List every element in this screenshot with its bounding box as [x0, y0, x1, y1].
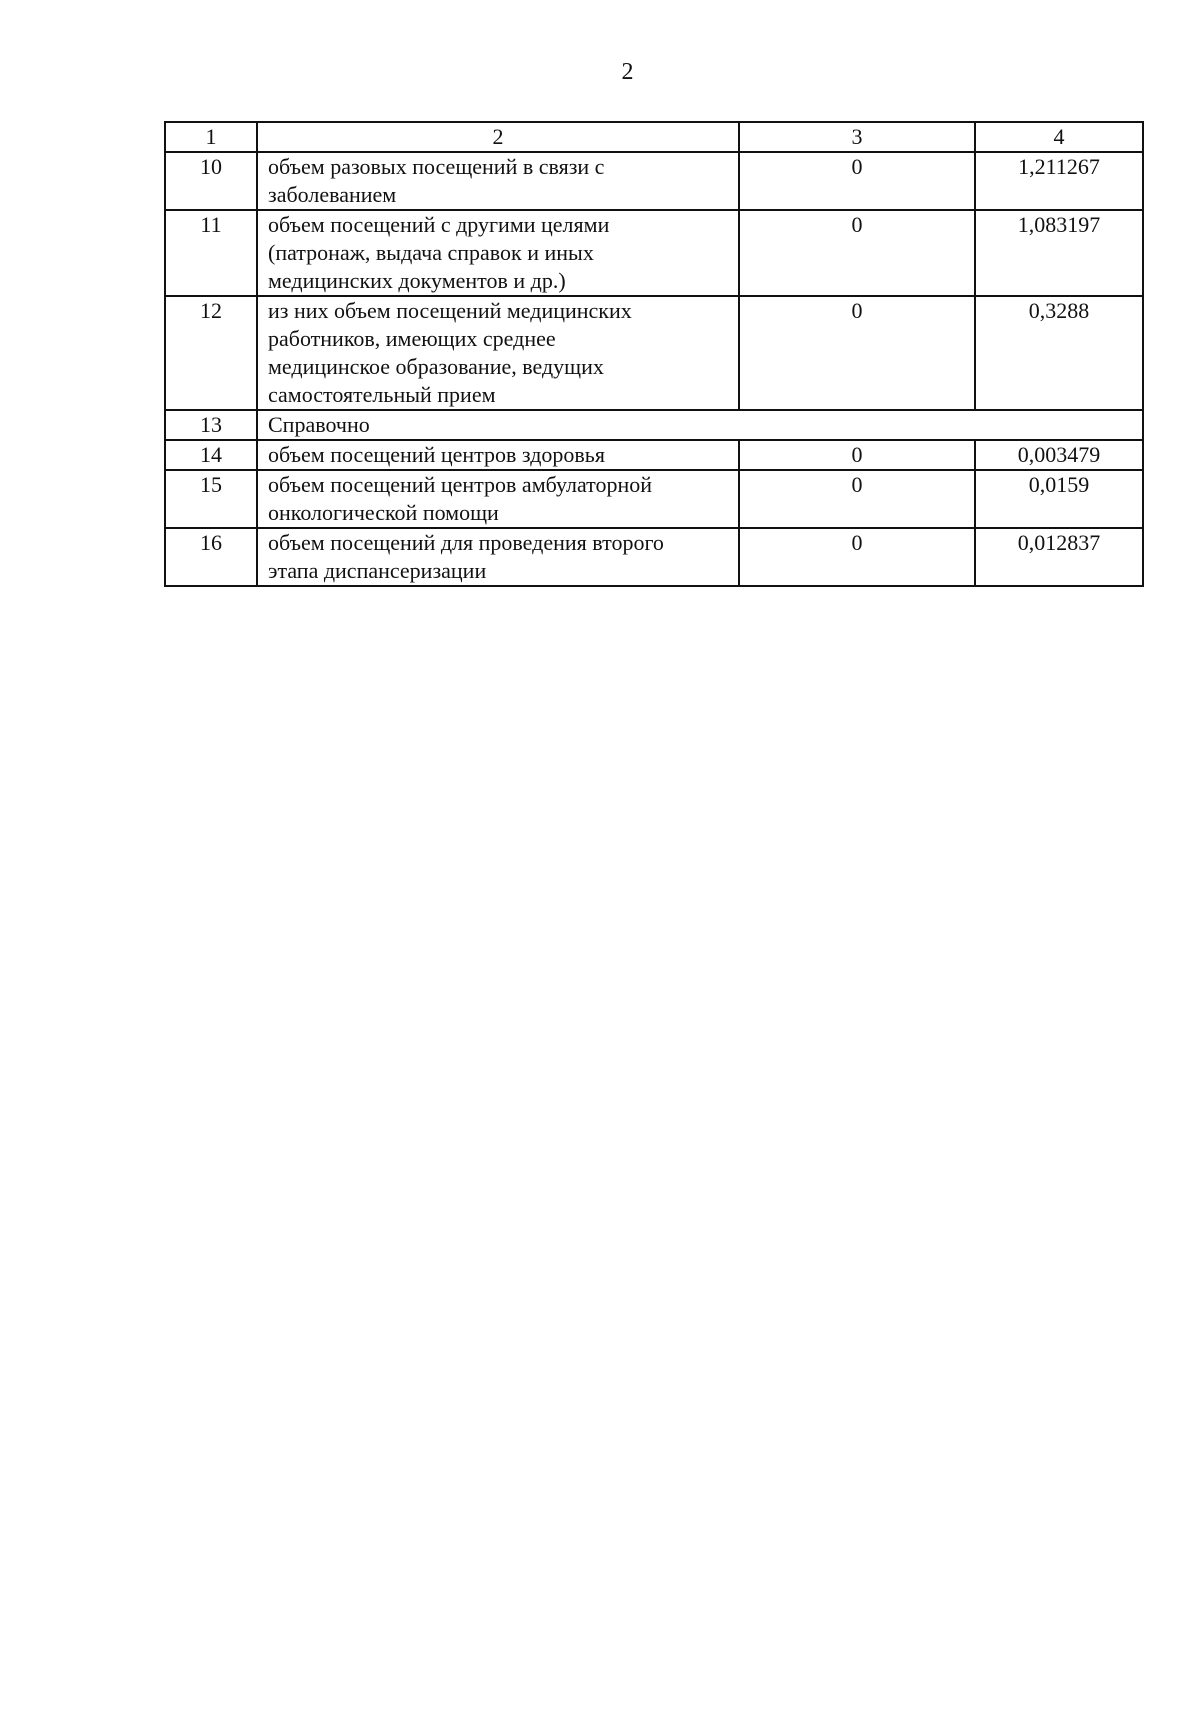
table-row — [165, 440, 1143, 470]
table-row — [165, 296, 1143, 410]
description-line: медицинских документов и др.) — [268, 268, 566, 293]
header-cell-2: 2 — [257, 122, 739, 152]
row-description-cell — [257, 440, 739, 470]
table-row — [165, 210, 1143, 296]
row-description-cell — [257, 470, 739, 528]
description-line: самостоятельный прием — [268, 382, 496, 407]
row-description-cell — [257, 296, 739, 410]
table-header-row — [165, 122, 1143, 152]
row-col4-value: 1,083197 — [975, 210, 1143, 296]
row-col3-value: 0 — [739, 152, 975, 210]
row-col3-value: 0 — [739, 440, 975, 470]
description-line: онкологической помощи — [268, 500, 499, 525]
data-table — [164, 121, 1144, 587]
description-line: из них объем посещений медицинских — [268, 298, 632, 323]
page-number: 2 — [621, 59, 634, 85]
table-row — [165, 528, 1143, 586]
row-description-cell — [257, 528, 739, 586]
row-col4-value: 0,003479 — [975, 440, 1143, 470]
row-col3-value: 0 — [739, 528, 975, 586]
description-line: объем посещений с другими целями — [268, 212, 610, 237]
row-number-cell: 10 — [165, 152, 257, 210]
description-line: этапа диспансеризации — [268, 558, 487, 583]
table-row — [165, 152, 1143, 210]
description-line: медицинское образование, ведущих — [268, 354, 604, 379]
row-number-cell: 11 — [165, 210, 257, 296]
row-col3-value: 0 — [739, 210, 975, 296]
header-cell-3: 3 — [739, 122, 975, 152]
header-cell-1: 1 — [165, 122, 257, 152]
description-line: (патронаж, выдача справок и иных — [268, 240, 594, 265]
description-line: заболеванием — [268, 182, 397, 207]
row-number-cell: 14 — [165, 440, 257, 470]
row-number-cell: 15 — [165, 470, 257, 528]
description-line: объем посещений для проведения второго — [268, 530, 664, 555]
table-body — [165, 122, 1143, 586]
row-number-cell: 12 — [165, 296, 257, 410]
table-row — [165, 470, 1143, 528]
description-line: Справочно — [268, 412, 370, 437]
row-col4-value: 1,211267 — [975, 152, 1143, 210]
row-col3-value: 0 — [739, 296, 975, 410]
description-line: объем посещений центров амбулаторной — [268, 472, 653, 497]
description-line: объем посещений центров здоровья — [268, 442, 605, 467]
row-number-cell: 13 — [165, 410, 257, 440]
row-col4-value: 0,012837 — [975, 528, 1143, 586]
header-cell-4: 4 — [975, 122, 1143, 152]
row-col3-value: 0 — [739, 470, 975, 528]
row-description-cell — [257, 410, 1143, 440]
row-description-cell — [257, 210, 739, 296]
description-line: работников, имеющих среднее — [268, 326, 556, 351]
row-number-cell: 16 — [165, 528, 257, 586]
row-col4-value: 0,3288 — [975, 296, 1143, 410]
row-col4-value: 0,0159 — [975, 470, 1143, 528]
row-description-cell — [257, 152, 739, 210]
description-line: объем разовых посещений в связи с — [268, 154, 605, 179]
table-row — [165, 410, 1143, 440]
